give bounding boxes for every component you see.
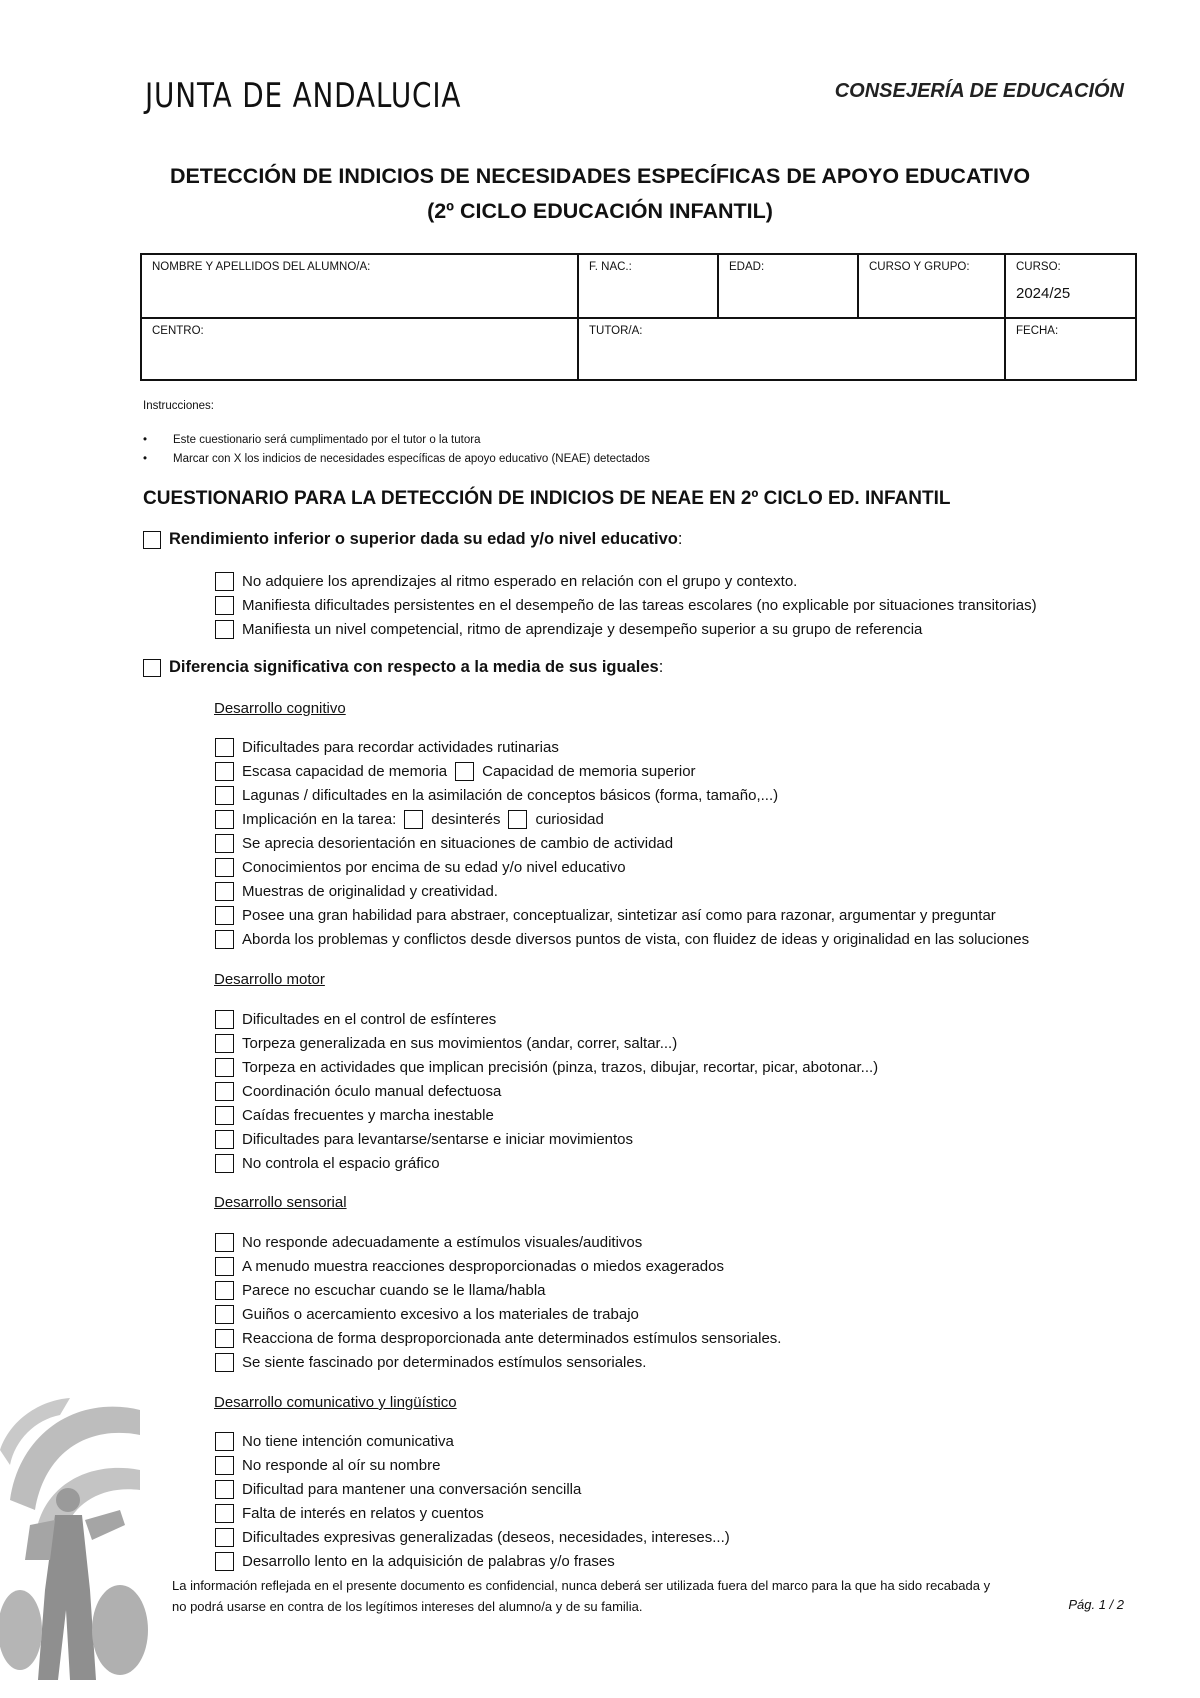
item-checkbox[interactable] <box>215 1281 234 1300</box>
curso-value: 2024/25 <box>1016 285 1071 302</box>
item-checkbox[interactable] <box>215 786 234 805</box>
checklist-item: Aborda los problemas y conflictos desde diversos puntos de vista, con fluidez de ideas y originalidad en las soluciones <box>215 930 1029 949</box>
checklist-item: No responde adecuadamente a estímulos visuales/auditivos <box>215 1233 642 1252</box>
checklist-item: Posee una gran habilidad para abstraer, conceptualizar, sintetizar así como para razonar, argumentar y preguntar <box>215 906 996 925</box>
checklist-item: Dificultades expresivas generalizadas (deseos, necesidades, intereses...) <box>215 1528 730 1547</box>
centro-label: CENTRO: <box>152 325 204 337</box>
item-checkbox[interactable] <box>215 1010 234 1029</box>
item-checkbox[interactable] <box>215 858 234 877</box>
item-checkbox[interactable] <box>215 1305 234 1324</box>
item-checkbox[interactable] <box>215 1329 234 1348</box>
item-checkbox[interactable] <box>455 762 474 781</box>
item-checkbox[interactable] <box>215 1552 234 1571</box>
item-checkbox[interactable] <box>215 1130 234 1149</box>
checklist-item: Falta de interés en relatos y cuentos <box>215 1504 484 1523</box>
checklist-item: No tiene intención comunicativa <box>215 1432 454 1451</box>
fnac-label: F. NAC.: <box>589 261 632 273</box>
category-checkbox[interactable] <box>143 659 161 677</box>
item-checkbox[interactable] <box>215 810 234 829</box>
category-diferencia: Diferencia significativa con respecto a la media de sus iguales : <box>143 658 663 677</box>
item-checkbox[interactable] <box>215 1154 234 1173</box>
checklist-item: Manifiesta dificultades persistentes en el desempeño de las tareas escolares (no explicable por situaciones transitorias) <box>215 596 1037 615</box>
checklist-item: Dificultad para mantener una conversación sencilla <box>215 1480 581 1499</box>
department-name: CONSEJERÍA DE EDUCACIÓN <box>834 80 1124 102</box>
instruction-item: • Este cuestionario será cumplimentado por el tutor o la tutora <box>143 434 481 446</box>
student-info-table <box>140 253 1137 381</box>
curso-grupo-label: CURSO Y GRUPO: <box>869 261 970 273</box>
subsection-cognitivo: Desarrollo cognitivo <box>214 700 346 717</box>
checklist-item: Implicación en la tarea: desinterés curiosidad <box>215 810 604 829</box>
checklist-item: Conocimientos por encima de su edad y/o nivel educativo <box>215 858 626 877</box>
item-checkbox[interactable] <box>215 762 234 781</box>
item-checkbox[interactable] <box>215 596 234 615</box>
nombre-cell[interactable] <box>141 254 578 318</box>
checklist-item: Guiños o acercamiento excesivo a los materiales de trabajo <box>215 1305 639 1324</box>
checklist-item: Manifiesta un nivel competencial, ritmo de aprendizaje y desempeño superior a su grupo de referencia <box>215 620 922 639</box>
subsection-sensorial: Desarrollo sensorial <box>214 1194 347 1211</box>
checklist-item: Se aprecia desorientación en situaciones de cambio de actividad <box>215 834 673 853</box>
checklist-item: Parece no escuchar cuando se le llama/habla <box>215 1281 546 1300</box>
item-checkbox[interactable] <box>215 930 234 949</box>
curso-cell[interactable] <box>1005 254 1136 318</box>
document-title: DETECCIÓN DE INDICIOS DE NECESIDADES ESPECÍFICAS DE APOYO EDUCATIVO <box>169 164 1031 188</box>
checklist-item: No responde al oír su nombre <box>215 1456 440 1475</box>
andalucia-emblem-icon <box>0 1390 150 1690</box>
edad-label: EDAD: <box>729 261 765 273</box>
checklist-item: Torpeza en actividades que implican precisión (pinza, trazos, dibujar, recortar, picar, abotonar...) <box>215 1058 878 1077</box>
fecha-cell[interactable] <box>1005 318 1136 380</box>
tutor-cell[interactable] <box>578 318 1005 380</box>
checklist-item: Torpeza generalizada en sus movimientos (andar, correr, saltar...) <box>215 1034 677 1053</box>
centro-cell[interactable] <box>141 318 578 380</box>
item-checkbox[interactable] <box>215 572 234 591</box>
instruction-item: • Marcar con X los indicios de necesidades específicas de apoyo educativo (NEAE) detectados <box>143 453 650 465</box>
document-subtitle: (2º CICLO EDUCACIÓN INFANTIL) <box>427 199 773 223</box>
checklist-item: Caídas frecuentes y marcha inestable <box>215 1106 494 1125</box>
checklist-item: Dificultades en el control de esfínteres <box>215 1010 496 1029</box>
subsection-motor: Desarrollo motor <box>214 971 325 988</box>
item-checkbox[interactable] <box>215 1432 234 1451</box>
checklist-item: Dificultades para levantarse/sentarse e iniciar movimientos <box>215 1130 633 1149</box>
tutor-label: TUTOR/A: <box>589 325 643 337</box>
item-checkbox[interactable] <box>215 834 234 853</box>
item-checkbox[interactable] <box>215 1233 234 1252</box>
nombre-label: NOMBRE Y APELLIDOS DEL ALUMNO/A: <box>152 261 371 273</box>
page-number: Pág. 1 / 2 <box>1068 1597 1124 1612</box>
checklist-item: Lagunas / dificultades en la asimilación de conceptos básicos (forma, tamaño,...) <box>215 786 778 805</box>
instructions-title: Instrucciones: <box>143 400 214 412</box>
subsection-comunicativo: Desarrollo comunicativo y lingüístico <box>214 1394 457 1411</box>
item-checkbox[interactable] <box>215 882 234 901</box>
item-checkbox[interactable] <box>215 906 234 925</box>
fecha-label: FECHA: <box>1016 325 1059 337</box>
checklist-item: Reacciona de forma desproporcionada ante determinados estímulos sensoriales. <box>215 1329 781 1348</box>
checklist-item: Escasa capacidad de memoria Capacidad de memoria superior <box>215 762 696 781</box>
checklist-item: No adquiere los aprendizajes al ritmo esperado en relación con el grupo y contexto. <box>215 572 797 591</box>
category-checkbox[interactable] <box>143 531 161 549</box>
confidentiality-note: La información reflejada en el presente documento es confidencial, nunca deberá ser utilizada fuera del marco para la que ha sido recabada y no podrá usarse en contra de los legítimos intereses del alumno/a y de su familia. <box>172 1578 991 1614</box>
checklist-item: A menudo muestra reacciones desproporcionadas o miedos exagerados <box>215 1257 724 1276</box>
item-checkbox[interactable] <box>215 1353 234 1372</box>
item-checkbox[interactable] <box>215 1504 234 1523</box>
edad-cell[interactable] <box>718 254 858 318</box>
item-checkbox[interactable] <box>215 738 234 757</box>
item-checkbox[interactable] <box>215 1058 234 1077</box>
item-checkbox[interactable] <box>215 620 234 639</box>
questionnaire-title: CUESTIONARIO PARA LA DETECCIÓN DE INDICIOS DE NEAE EN 2º CICLO ED. INFANTIL <box>143 488 951 509</box>
checklist-item: Se siente fascinado por determinados estímulos sensoriales. <box>215 1353 646 1372</box>
item-checkbox[interactable] <box>404 810 423 829</box>
checklist-item: Muestras de originalidad y creatividad. <box>215 882 498 901</box>
curso-grupo-cell[interactable] <box>858 254 1005 318</box>
checklist-item: No controla el espacio gráfico <box>215 1154 440 1173</box>
junta-logo-text: JUNTA DE ANDALUCIA <box>145 76 462 116</box>
item-checkbox[interactable] <box>215 1480 234 1499</box>
item-checkbox[interactable] <box>215 1528 234 1547</box>
item-checkbox[interactable] <box>215 1034 234 1053</box>
item-checkbox[interactable] <box>215 1456 234 1475</box>
checklist-item: Coordinación óculo manual defectuosa <box>215 1082 501 1101</box>
item-checkbox[interactable] <box>508 810 527 829</box>
fnac-cell[interactable] <box>578 254 718 318</box>
curso-label: CURSO: <box>1016 261 1061 273</box>
category-rendimiento: Rendimiento inferior o superior dada su edad y/o nivel educativo : <box>143 530 682 549</box>
checklist-item: Desarrollo lento en la adquisición de palabras y/o frases <box>215 1552 615 1571</box>
item-checkbox[interactable] <box>215 1106 234 1125</box>
item-checkbox[interactable] <box>215 1082 234 1101</box>
checklist-item: Dificultades para recordar actividades rutinarias <box>215 738 559 757</box>
item-checkbox[interactable] <box>215 1257 234 1276</box>
